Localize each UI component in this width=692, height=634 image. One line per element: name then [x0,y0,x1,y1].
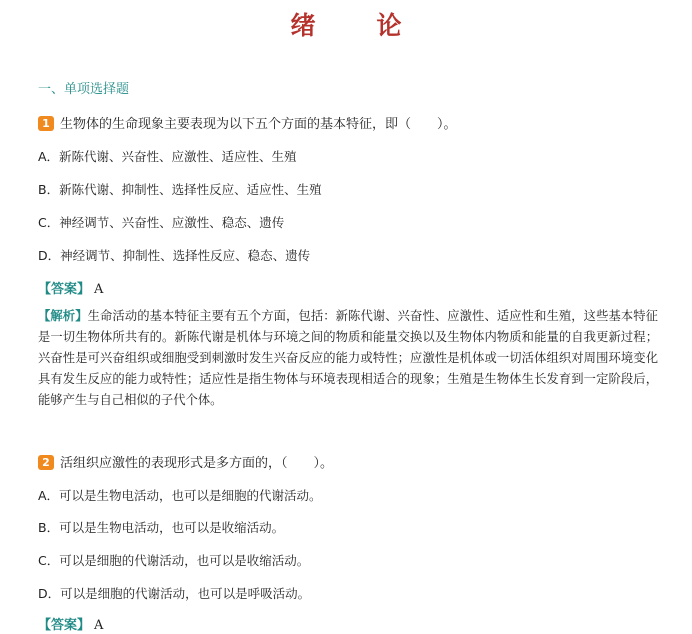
question-text: 生物体的生命现象主要表现为以下五个方面的基本特征，即（ ）。 [60,117,457,132]
question-1-option-b: B．新陈代谢、抑制性、选择性反应、适应性、生殖 [38,182,322,197]
question-number-badge: 2 [38,455,54,470]
section-heading: 一、单项选择题 [38,82,130,97]
question-2-answer [38,614,103,633]
analysis-text: 生命活动的基本特征主要有五个方面，包括：新陈代谢、兴奋性、应激性、适应性和生殖，这些基本特征是一切生物体所共有的。新陈代谢是机体与环境之间的物质和能量交换以及生物体内物质和能量的自我更新过程；兴奋性是可兴奋组织或细胞受到刺激时发生兴奋反应的能力或特性；应激性是机体或一切活体组织对周围环境变化具有发生反应的能力或特性；适应性是指生物体与环境表现相适合的现象；生殖是生物体生长发育到一定阶段后，能够产生与自己相似的子代个体。 [38,309,658,407]
answer-value: A [94,282,104,297]
question-1-option-d: D．神经调节、抑制性、选择性反应、稳态、遗传 [38,248,311,263]
analysis-tag: 【解析】 [38,309,88,323]
answer-value: A [94,618,104,633]
question-1-option-c: C．神经调节、兴奋性、应激性、稳态、遗传 [38,215,285,230]
question-2-option-b: B．可以是生物电活动，也可以是收缩活动。 [38,520,285,535]
question-2-stem [38,452,333,471]
question-text: 活组织应激性的表现形式是多方面的，（ ）。 [60,456,334,471]
answer-tag: 【答案】 [38,282,91,297]
question-1-analysis [38,306,658,411]
question-2-option-a: A．可以是生物电活动，也可以是细胞的代谢活动。 [38,488,322,503]
question-2-option-c: C．可以是细胞的代谢活动，也可以是收缩活动。 [38,553,310,568]
question-number-badge: 1 [38,116,54,131]
question-1-option-a: A．新陈代谢、兴奋性、应激性、适应性、生殖 [38,149,297,164]
answer-tag: 【答案】 [38,618,91,633]
question-1-answer [38,278,103,297]
question-1-stem [38,113,457,132]
page-title: 绪 论 [290,11,420,40]
question-2-option-d: D．可以是细胞的代谢活动，也可以是呼吸活动。 [38,586,311,601]
